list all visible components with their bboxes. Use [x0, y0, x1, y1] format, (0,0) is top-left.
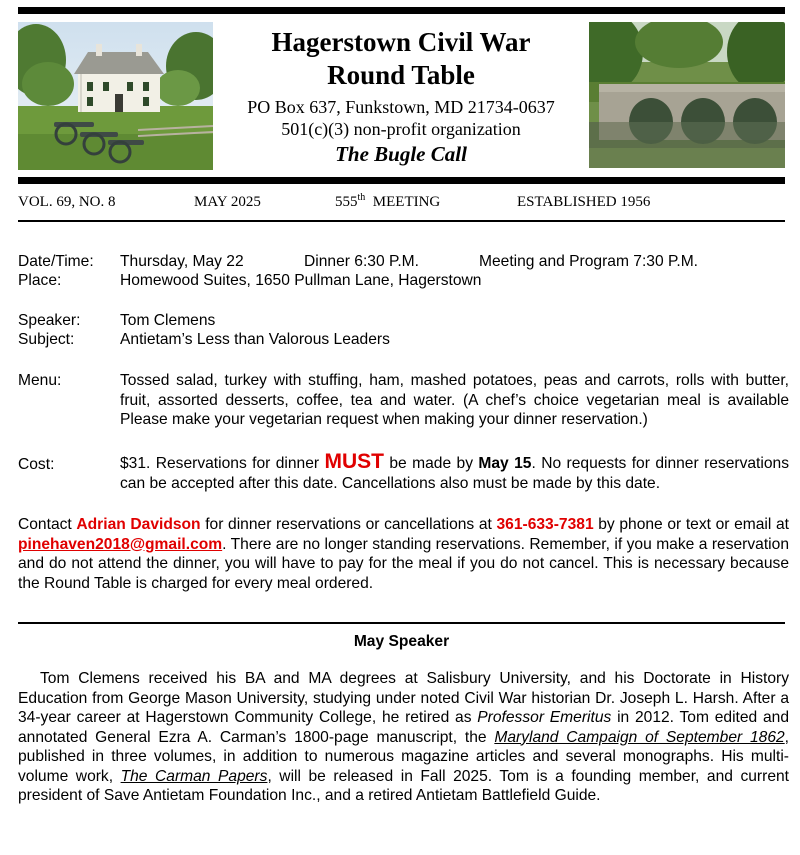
masthead-top-rule — [18, 7, 785, 14]
bio-text-1: Tom Clemens received his BA and MA degrees at Salisbury University, and his Doctorate in History Education from George Mason University, studying under noted Civil War historian Dr. Joseph L. Harsh. After a 34-year career at Hagerstown Community College, he retired as — [18, 670, 789, 726]
volume-number: VOL. 69, NO. 8 — [18, 194, 116, 210]
place-value: Homewood Suites, 1650 Pullman Lane, Hagerstown — [120, 272, 482, 289]
datetime-meeting: Meeting and Program 7:30 P.M. — [479, 253, 699, 270]
menu-label: Menu: — [18, 372, 62, 389]
bio-text-4: , will be released in Fall 2025. Tom is a founding member, and current president of Save Antietam Foundation Inc., and a retired Antietam Battlefield Guide. — [18, 767, 790, 804]
cost-text-2: be made by — [383, 455, 479, 472]
must-emphasis: MUST — [324, 450, 384, 473]
established-year: ESTABLISHED 1956 — [517, 194, 651, 210]
meeting-word: MEETING — [372, 194, 441, 210]
cost-label: Cost: — [18, 456, 55, 473]
reservation-deadline: May 15 — [478, 455, 532, 472]
contact-text-2: for dinner reservations or cancellations at — [200, 516, 497, 533]
section-divider — [18, 622, 785, 624]
bio-book-carman-papers: The Carman Papers — [120, 767, 268, 785]
bio-text-2: in 2012. Tom edited and annotated General Ezra A. Carman’s 1800-page manuscript, the — [18, 709, 789, 746]
contact-phone: 361-633-7381 — [496, 516, 594, 533]
masthead-bottom-rule — [18, 177, 785, 184]
menu-description: Tossed salad, turkey with stuffing, ham, mashed potatoes, peas and carrots, rolls with butter, fruit, assorted desserts, coffee, tea and water. (A chef’s choice vegetarian meal is available Please make your vegetarian request when making your dinner reservation.) — [120, 372, 789, 428]
issue-bar-rule — [18, 220, 785, 222]
speaker-value: Tom Clemens — [120, 312, 216, 329]
speaker-section-heading: May Speaker — [353, 633, 450, 650]
cost-description — [120, 452, 789, 493]
datetime-day: Thursday, May 22 — [120, 253, 244, 270]
bio-text-3: , published in three volumes, in addition to numerous magazine articles and several monographs. His multi-volume work, — [18, 728, 790, 785]
meeting-number-suffix: th — [357, 192, 366, 203]
meeting-number — [335, 193, 440, 211]
cost-text-3: . No requests for dinner reservations can be accepted after this date. Cancellations also must be made by this date. — [120, 455, 789, 492]
subject-label: Subject: — [18, 331, 75, 348]
contact-email-link[interactable]: pinehaven2018@gmail.com — [18, 535, 223, 553]
speaker-label: Speaker: — [18, 312, 81, 329]
subject-value: Antietam’s Less than Valorous Leaders — [120, 331, 390, 348]
meeting-number-value: 555 — [335, 194, 358, 210]
speaker-bio — [18, 669, 789, 806]
contact-text-4: . There are no longer standing reservations. Remember, if you make a reservation and do not attend the dinner, you will have to pay for the meal if you do not cancel. This is necessary because the Round Table is charged for every meal ordered. — [18, 535, 789, 592]
organization-name-line-1: Hagerstown Civil War — [271, 27, 531, 57]
place-label: Place: — [18, 272, 62, 289]
farmhouse-photo — [18, 22, 213, 170]
newsletter-title: The Bugle Call — [335, 142, 467, 166]
contact-text-1: Contact — [18, 516, 77, 533]
nonprofit-status: 501(c)(3) non-profit organization — [281, 119, 521, 139]
bio-book-maryland-campaign: Maryland Campaign of September 1862 — [494, 728, 785, 746]
bio-honorific-title: Professor Emeritus — [477, 709, 612, 726]
cost-text-1: $31. Reservations for dinner — [120, 455, 325, 472]
postal-address: PO Box 637, Funkstown, MD 21734-0637 — [247, 97, 555, 117]
contact-paragraph — [18, 515, 789, 593]
datetime-dinner: Dinner 6:30 P.M. — [304, 253, 419, 270]
contact-name: Adrian Davidson — [76, 516, 201, 533]
organization-name — [215, 26, 587, 92]
issue-date: MAY 2025 — [194, 194, 261, 210]
stone-bridge-photo — [589, 22, 785, 168]
organization-name-line-2: Round Table — [327, 60, 475, 90]
datetime-label: Date/Time: — [18, 253, 94, 270]
contact-text-3: by phone or text or email at — [593, 516, 789, 533]
